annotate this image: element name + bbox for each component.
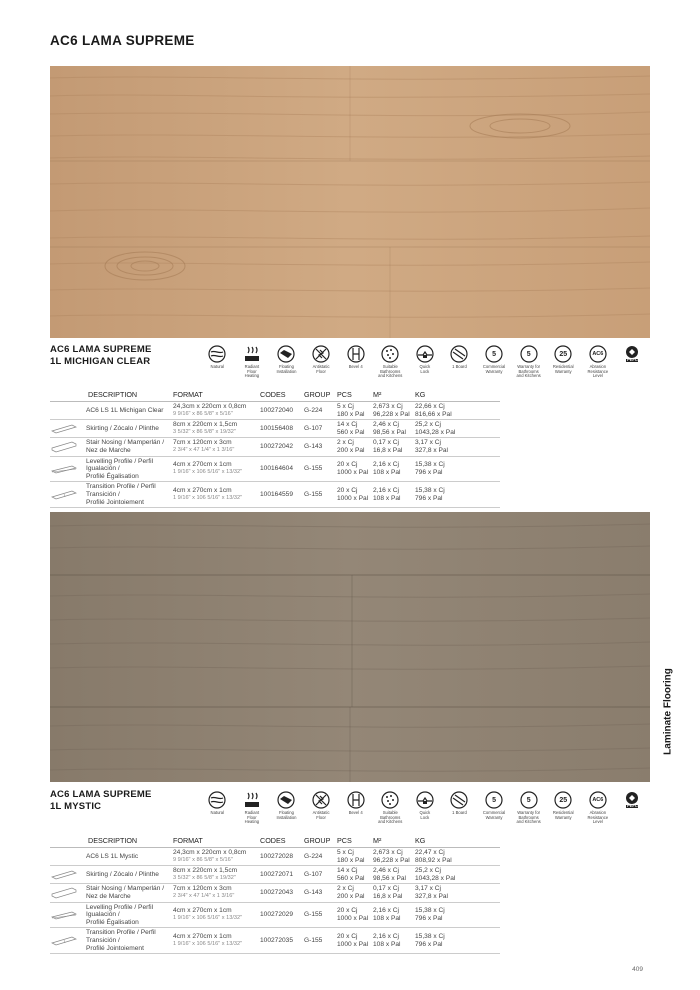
description-text: Skirting / Zócalo / Plinthe xyxy=(86,870,159,878)
icon-label: Natural xyxy=(210,364,225,369)
code-cell: 100272071 xyxy=(260,866,304,884)
pcs-cell-line1: 5 x Cj xyxy=(337,403,354,410)
format-cell xyxy=(173,928,260,954)
pefc-text: PEFC xyxy=(627,357,638,362)
pcs-cell xyxy=(337,402,373,420)
kg-cell-line2: 1043,28 x Pal xyxy=(415,428,456,436)
code-cell: 100272042 xyxy=(260,438,304,456)
pcs-cell-line1: 20 x Cj xyxy=(337,907,358,915)
icon-label: Radiant Floor Heating xyxy=(244,810,260,825)
m2-cell-line1: 2,16 x Cj xyxy=(373,933,400,941)
description-cell xyxy=(50,866,173,884)
product-name-1: AC6 LAMA SUPREME 1L MICHIGAN CLEAR xyxy=(50,344,152,367)
pcs-cell-line2: 1000 x Pal xyxy=(337,494,369,502)
pcs-cell xyxy=(337,848,373,866)
icon-label: Floating Installation xyxy=(276,810,297,820)
description-cell xyxy=(50,420,173,438)
format-cell-line2: 9 9/16" x 86 5/8" x 5/16" xyxy=(173,410,233,417)
table-row xyxy=(50,884,500,902)
group-cell: G-155 xyxy=(304,902,337,928)
m2-cell-line2: 96,228 x Pal xyxy=(373,410,410,418)
description-text: Transition Profile / Perfil Transición / xyxy=(86,929,156,944)
format-cell-line2: 1 9/16" x 106 5/16" x 13/32" xyxy=(173,914,243,921)
pcs-cell-line2: 560 x Pal xyxy=(337,874,365,882)
icon-label: Warranty for Bathrooms and Kitchens xyxy=(516,364,541,379)
pcs-cell-line1: 14 x Cj xyxy=(337,421,358,429)
profile-thumbnail xyxy=(50,488,86,501)
m2-cell xyxy=(373,456,415,482)
commercial-warranty-icon-graphic xyxy=(484,790,504,810)
description-text-2: Nez de Marche xyxy=(86,446,131,454)
natural-icon-graphic xyxy=(207,344,227,364)
antistatic-floor-icon xyxy=(304,344,339,379)
product-name-2: AC6 LAMA SUPREME 1L MYSTIC xyxy=(50,789,152,812)
m2-cell-line1: 2,673 x Cj xyxy=(373,849,403,856)
kg-cell-line2: 327,8 x Pal xyxy=(415,892,448,900)
table-row xyxy=(50,928,500,954)
icon-label: Suitable Bathrooms and Kitchens xyxy=(378,364,403,379)
profile-thumbnail xyxy=(50,886,86,899)
icon-label: Abrasion Resistance Level xyxy=(587,810,609,825)
column-header: M² xyxy=(373,836,415,848)
format-cell xyxy=(173,402,260,420)
quick-lock-icon xyxy=(408,344,443,379)
bathrooms-warranty-icon-graphic xyxy=(519,344,539,364)
icon-label: 1 Board xyxy=(452,364,467,369)
kg-cell-line2: 796 x Pal xyxy=(415,494,443,502)
column-header: CODES xyxy=(260,390,304,402)
group-cell: G-155 xyxy=(304,928,337,954)
icon-label: Radiant Floor Heating xyxy=(244,364,260,379)
kg-cell xyxy=(415,456,500,482)
m2-cell xyxy=(373,402,415,420)
m2-cell xyxy=(373,928,415,954)
kg-cell-line1: 22,47 x Cj xyxy=(415,849,445,856)
icon-label: Residential Warranty xyxy=(552,810,574,820)
icon-label: Residential Warranty xyxy=(552,364,574,374)
group-cell: G-107 xyxy=(304,866,337,884)
quick-lock-icon-graphic xyxy=(415,344,435,364)
1-board-icon xyxy=(442,344,477,379)
bathrooms-warranty-icon xyxy=(511,344,546,379)
pcs-cell-line1: 2 x Cj xyxy=(337,885,354,893)
pcs-cell-line2: 180 x Pal xyxy=(337,856,365,864)
pefc-icon xyxy=(615,790,650,825)
pcs-cell-line2: 1000 x Pal xyxy=(337,468,369,476)
kg-cell-line2: 816,66 x Pal xyxy=(415,410,452,418)
description-cell xyxy=(50,928,173,954)
pcs-cell-line1: 5 x Cj xyxy=(337,849,354,856)
commercial-warranty-icon xyxy=(477,790,512,825)
bathrooms-kitchens-icon xyxy=(373,344,408,379)
description-text: Stair Nosing / Mamperlán / xyxy=(86,439,165,447)
icon-label: Bevel 4 xyxy=(348,810,363,815)
format-cell-line1: 7cm x 120cm x 3cm xyxy=(173,439,232,447)
description-text: AC6 LS 1L Mystic xyxy=(86,852,139,860)
format-cell xyxy=(173,420,260,438)
column-header: PCS xyxy=(337,836,373,848)
description-text-2: Profilé Jointoiement xyxy=(86,498,144,506)
icon-badge-text: 25 xyxy=(559,350,568,358)
table-row xyxy=(50,438,500,456)
column-header: KG xyxy=(415,836,500,848)
group-cell: G-143 xyxy=(304,438,337,456)
column-header: CODES xyxy=(260,836,304,848)
kg-cell-line1: 15,38 x Cj xyxy=(415,487,445,495)
column-header: M² xyxy=(373,390,415,402)
m2-cell-line2: 98,56 x Pal xyxy=(373,874,406,882)
wood-swatch-michigan-clear xyxy=(50,66,650,338)
spec-table-1 xyxy=(50,390,500,508)
description-text: Levelling Profile / Perfil Igualación / xyxy=(86,903,154,919)
m2-cell-line1: 0,17 x Cj xyxy=(373,885,400,893)
m2-cell-line2: 16,8 x Pal xyxy=(373,446,403,454)
kg-cell-line1: 15,38 x Cj xyxy=(415,907,445,915)
kg-cell-line2: 327,8 x Pal xyxy=(415,446,448,454)
icon-label: Warranty for Bathrooms and Kitchens xyxy=(516,810,541,825)
icon-label: Bevel 4 xyxy=(348,364,363,369)
kg-cell-line1: 3,17 x Cj xyxy=(415,439,442,447)
format-cell-line2: 3 5/32" x 86 5/8" x 19/32" xyxy=(173,874,236,881)
column-header: GROUP xyxy=(304,836,337,848)
kg-cell-line1: 25,2 x Cj xyxy=(415,867,442,875)
description-text-2: Profilé Égalisation xyxy=(86,918,139,926)
kg-cell-line1: 22,66 x Cj xyxy=(415,403,445,410)
pefc-icon-graphic xyxy=(622,790,642,810)
bathrooms-warranty-icon-graphic xyxy=(519,790,539,810)
profile-thumbnail xyxy=(50,462,86,475)
column-header: DESCRIPTION xyxy=(50,836,173,848)
pcs-cell-line1: 20 x Cj xyxy=(337,487,358,495)
bevel-4-icon xyxy=(338,344,373,379)
1-board-icon xyxy=(442,790,477,825)
pcs-cell xyxy=(337,456,373,482)
kg-cell xyxy=(415,866,500,884)
format-cell xyxy=(173,866,260,884)
group-cell: G-224 xyxy=(304,848,337,866)
description-text: Stair Nosing / Mamperlán / xyxy=(86,885,165,893)
pefc-text: PEFC xyxy=(627,803,638,808)
commercial-warranty-icon-graphic xyxy=(484,344,504,364)
format-cell xyxy=(173,438,260,456)
bevel-4-icon-graphic xyxy=(346,344,366,364)
abrasion-level-icon xyxy=(581,344,616,379)
icon-badge-text: 5 xyxy=(492,796,496,804)
kg-cell-line1: 25,2 x Cj xyxy=(415,421,442,429)
natural-icon xyxy=(200,344,235,379)
group-cell: G-224 xyxy=(304,402,337,420)
icon-label: 1 Board xyxy=(452,810,467,815)
m2-cell-line2: 108 x Pal xyxy=(373,468,401,476)
code-cell: 100272035 xyxy=(260,928,304,954)
format-cell-line2: 1 9/16" x 106 5/16" x 13/32" xyxy=(173,468,243,475)
format-cell xyxy=(173,456,260,482)
column-header: PCS xyxy=(337,390,373,402)
quick-lock-icon-graphic xyxy=(415,790,435,810)
m2-cell-line2: 98,56 x Pal xyxy=(373,428,406,436)
m2-cell-line1: 2,673 x Cj xyxy=(373,403,403,410)
residential-warranty-icon-graphic xyxy=(553,344,573,364)
bathrooms-kitchens-icon-graphic xyxy=(380,344,400,364)
format-cell-line2: 9 9/16" x 86 5/8" x 5/16" xyxy=(173,856,233,863)
m2-cell xyxy=(373,866,415,884)
page-title: AC6 LAMA SUPREME xyxy=(50,33,195,48)
pcs-cell-line1: 20 x Cj xyxy=(337,461,358,469)
icon-label: Abrasion Resistance Level xyxy=(587,364,609,379)
group-cell: G-155 xyxy=(304,456,337,482)
profile-thumbnail xyxy=(50,440,86,453)
m2-cell-line2: 108 x Pal xyxy=(373,940,401,948)
kg-cell-line1: 15,38 x Cj xyxy=(415,461,445,469)
format-cell-line2: 1 9/16" x 106 5/16" x 13/32" xyxy=(173,494,243,501)
kg-cell xyxy=(415,482,500,508)
group-cell: G-107 xyxy=(304,420,337,438)
bevel-4-icon-graphic xyxy=(346,790,366,810)
table-row xyxy=(50,420,500,438)
natural-icon-graphic xyxy=(207,790,227,810)
pcs-cell-line2: 200 x Pal xyxy=(337,446,365,454)
m2-cell-line1: 0,17 x Cj xyxy=(373,439,400,447)
pcs-cell xyxy=(337,902,373,928)
antistatic-floor-icon-graphic xyxy=(311,790,331,810)
kg-cell xyxy=(415,402,500,420)
abrasion-level-icon-graphic xyxy=(588,344,608,364)
description-text-2: Profilé Jointoiement xyxy=(86,944,144,952)
kg-cell-line2: 808,92 x Pal xyxy=(415,856,452,864)
bevel-4-icon xyxy=(338,790,373,825)
m2-cell-line1: 2,16 x Cj xyxy=(373,487,400,495)
pcs-cell-line1: 2 x Cj xyxy=(337,439,354,447)
pcs-cell-line1: 20 x Cj xyxy=(337,933,358,941)
column-header: FORMAT xyxy=(173,390,260,402)
format-cell-line1: 24,3cm x 220cm x 0,8cm xyxy=(173,849,247,856)
m2-cell-line1: 2,46 x Cj xyxy=(373,867,400,875)
column-header: GROUP xyxy=(304,390,337,402)
icon-badge-text: AC6 xyxy=(592,351,604,357)
m2-cell xyxy=(373,420,415,438)
floating-installation-icon xyxy=(269,344,304,379)
icon-label: Antistatic Floor xyxy=(312,364,330,374)
antistatic-floor-icon-graphic xyxy=(311,344,331,364)
pcs-cell xyxy=(337,884,373,902)
kg-cell-line2: 796 x Pal xyxy=(415,914,443,922)
residential-warranty-icon xyxy=(546,344,581,379)
icon-badge-text: AC6 xyxy=(592,797,604,803)
code-cell: 100272040 xyxy=(260,402,304,420)
feature-icons-row-1 xyxy=(200,344,650,379)
kg-cell xyxy=(415,884,500,902)
wood-swatch-mystic xyxy=(50,512,650,782)
quick-lock-icon xyxy=(408,790,443,825)
m2-cell-line1: 2,16 x Cj xyxy=(373,461,400,469)
icon-label: Quick Lock xyxy=(419,810,431,820)
bathrooms-kitchens-icon xyxy=(373,790,408,825)
radiant-floor-heating-icon-graphic xyxy=(242,790,262,810)
bathrooms-warranty-icon xyxy=(511,790,546,825)
description-text: Transition Profile / Perfil Transición / xyxy=(86,483,156,498)
pcs-cell xyxy=(337,438,373,456)
icon-badge-text: 25 xyxy=(559,796,568,804)
natural-icon xyxy=(200,790,235,825)
code-cell: 100156408 xyxy=(260,420,304,438)
description-text-2: Nez de Marche xyxy=(86,892,131,900)
table-row xyxy=(50,866,500,884)
description-cell xyxy=(50,456,173,482)
format-cell-line2: 2 3/4" x 47 1/4" x 1 3/16" xyxy=(173,892,235,899)
description-cell xyxy=(50,902,173,928)
table-row xyxy=(50,482,500,508)
m2-cell xyxy=(373,482,415,508)
pcs-cell-line2: 1000 x Pal xyxy=(337,940,369,948)
code-cell: 100164559 xyxy=(260,482,304,508)
format-cell-line1: 24,3cm x 220cm x 0,8cm xyxy=(173,403,247,410)
pcs-cell-line1: 14 x Cj xyxy=(337,867,358,875)
radiant-floor-heating-icon xyxy=(235,344,270,379)
kg-cell xyxy=(415,902,500,928)
bathrooms-kitchens-icon-graphic xyxy=(380,790,400,810)
pcs-cell-line2: 180 x Pal xyxy=(337,410,365,418)
code-cell: 100272028 xyxy=(260,848,304,866)
description-cell xyxy=(50,438,173,456)
group-cell: G-155 xyxy=(304,482,337,508)
format-cell xyxy=(173,482,260,508)
column-header: FORMAT xyxy=(173,836,260,848)
format-cell xyxy=(173,902,260,928)
description-cell xyxy=(50,884,173,902)
pcs-cell-line2: 560 x Pal xyxy=(337,428,365,436)
format-cell-line1: 4cm x 270cm x 1cm xyxy=(173,907,232,915)
group-cell: G-143 xyxy=(304,884,337,902)
icon-label: Commercial Warranty xyxy=(482,364,506,374)
format-cell-line1: 8cm x 220cm x 1,5cm xyxy=(173,421,238,429)
kg-cell-line2: 796 x Pal xyxy=(415,940,443,948)
icon-label: Suitable Bathrooms and Kitchens xyxy=(378,810,403,825)
format-cell-line1: 4cm x 270cm x 1cm xyxy=(173,933,232,941)
description-text-2: Profilé Égalisation xyxy=(86,472,139,480)
residential-warranty-icon xyxy=(546,790,581,825)
format-cell-line1: 4cm x 270cm x 1cm xyxy=(173,461,232,469)
format-cell-line2: 2 3/4" x 47 1/4" x 1 3/16" xyxy=(173,446,235,453)
pcs-cell xyxy=(337,928,373,954)
description-text: Levelling Profile / Perfil Igualación / xyxy=(86,457,154,473)
m2-cell-line2: 96,228 x Pal xyxy=(373,856,410,864)
format-cell-line1: 4cm x 270cm x 1cm xyxy=(173,487,232,495)
page-number: 409 xyxy=(632,966,643,973)
kg-cell-line2: 796 x Pal xyxy=(415,468,443,476)
kg-cell-line1: 3,17 x Cj xyxy=(415,885,442,893)
format-cell xyxy=(173,884,260,902)
icon-badge-text: 5 xyxy=(492,350,496,358)
floating-installation-icon xyxy=(269,790,304,825)
pefc-icon-graphic xyxy=(622,344,642,364)
side-section-label: Laminate Flooring xyxy=(662,668,674,755)
profile-thumbnail xyxy=(50,908,86,921)
profile-thumbnail xyxy=(50,934,86,947)
profile-thumbnail xyxy=(50,868,86,881)
antistatic-floor-icon xyxy=(304,790,339,825)
table-row xyxy=(50,456,500,482)
m2-cell xyxy=(373,848,415,866)
pcs-cell xyxy=(337,866,373,884)
column-header: KG xyxy=(415,390,500,402)
description-cell xyxy=(50,482,173,508)
code-cell: 100164604 xyxy=(260,456,304,482)
code-cell: 100272029 xyxy=(260,902,304,928)
m2-cell xyxy=(373,884,415,902)
code-cell: 100272043 xyxy=(260,884,304,902)
residential-warranty-icon-graphic xyxy=(553,790,573,810)
m2-cell-line1: 2,46 x Cj xyxy=(373,421,400,429)
description-cell xyxy=(50,402,173,420)
icon-label: Antistatic Floor xyxy=(312,810,330,820)
format-cell-line2: 3 5/32" x 86 5/8" x 19/32" xyxy=(173,428,236,435)
floating-installation-icon-graphic xyxy=(276,790,296,810)
radiant-floor-heating-icon-graphic xyxy=(242,344,262,364)
kg-cell-line1: 15,38 x Cj xyxy=(415,933,445,941)
kg-cell xyxy=(415,420,500,438)
description-cell xyxy=(50,848,173,866)
format-cell-line1: 8cm x 220cm x 1,5cm xyxy=(173,867,238,875)
floating-installation-icon-graphic xyxy=(276,344,296,364)
format-cell-line1: 7cm x 120cm x 3cm xyxy=(173,885,232,893)
m2-cell xyxy=(373,438,415,456)
1-board-icon-graphic xyxy=(449,790,469,810)
icon-label: Natural xyxy=(210,810,225,815)
icon-label: Commercial Warranty xyxy=(482,810,506,820)
description-text: AC6 LS 1L Michigan Clear xyxy=(86,406,164,414)
pefc-icon xyxy=(615,344,650,379)
icon-label: Quick Lock xyxy=(419,364,431,374)
format-cell-line2: 1 9/16" x 106 5/16" x 13/32" xyxy=(173,940,243,947)
icon-label: Floating Installation xyxy=(276,364,297,374)
pcs-cell-line2: 200 x Pal xyxy=(337,892,365,900)
commercial-warranty-icon xyxy=(477,344,512,379)
description-text: Skirting / Zócalo / Plinthe xyxy=(86,424,159,432)
m2-cell-line1: 2,16 x Cj xyxy=(373,907,400,915)
kg-cell xyxy=(415,928,500,954)
pcs-cell xyxy=(337,420,373,438)
1-board-icon-graphic xyxy=(449,344,469,364)
pcs-cell-line2: 1000 x Pal xyxy=(337,914,369,922)
m2-cell-line2: 108 x Pal xyxy=(373,914,401,922)
icon-badge-text: 5 xyxy=(526,796,531,804)
kg-cell xyxy=(415,438,500,456)
kg-cell-line2: 1043,28 x Pal xyxy=(415,874,456,882)
table-row xyxy=(50,902,500,928)
pcs-cell xyxy=(337,482,373,508)
m2-cell-line2: 16,8 x Pal xyxy=(373,892,403,900)
format-cell xyxy=(173,848,260,866)
kg-cell xyxy=(415,848,500,866)
table-row xyxy=(50,848,500,866)
table-row xyxy=(50,402,500,420)
m2-cell xyxy=(373,902,415,928)
radiant-floor-heating-icon xyxy=(235,790,270,825)
feature-icons-row-2 xyxy=(200,790,650,825)
abrasion-level-icon-graphic xyxy=(588,790,608,810)
spec-table-2 xyxy=(50,836,500,954)
icon-badge-text: 5 xyxy=(526,350,531,358)
abrasion-level-icon xyxy=(581,790,616,825)
column-header: DESCRIPTION xyxy=(50,390,173,402)
m2-cell-line2: 108 x Pal xyxy=(373,494,401,502)
profile-thumbnail xyxy=(50,422,86,435)
